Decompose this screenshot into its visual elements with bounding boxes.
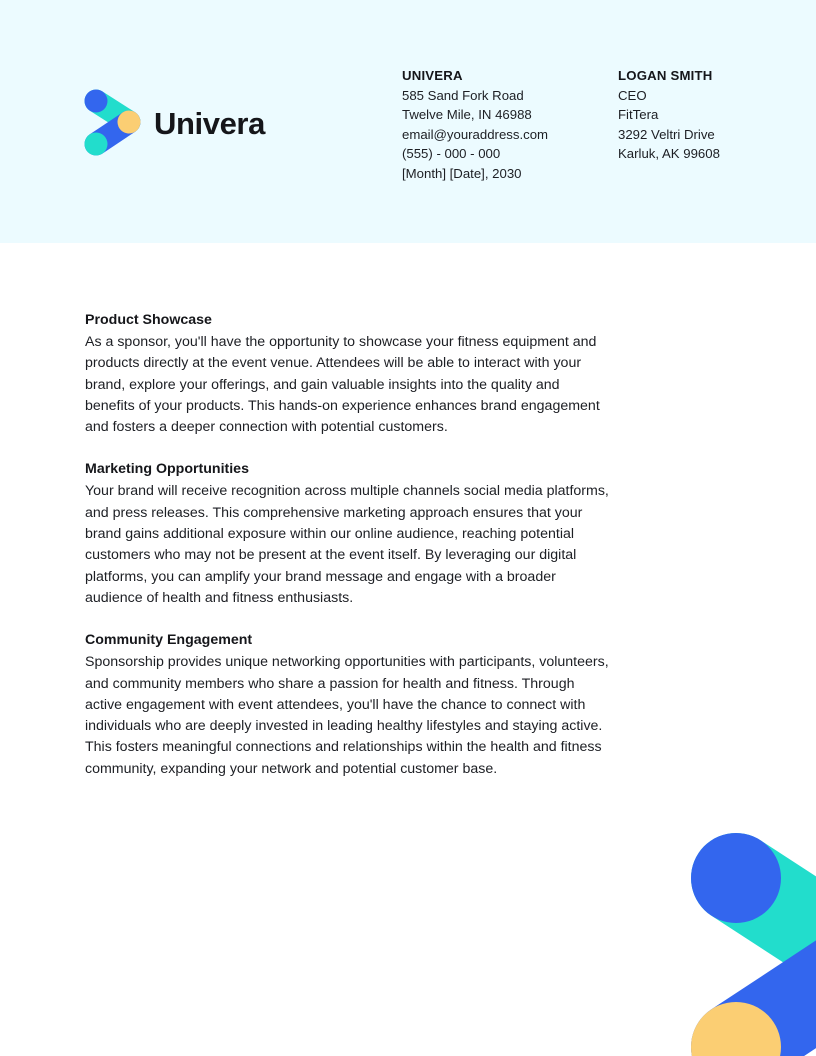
section-title: Marketing Opportunities <box>85 461 249 478</box>
sender-email: email@youraddress.com <box>402 126 549 142</box>
header-content <box>0 0 816 243</box>
letter-date: [Month] [Date], 2030 <box>402 165 522 181</box>
recipient-title: CEO <box>618 87 647 103</box>
recipient-street: 3292 Veltri Drive <box>618 126 715 142</box>
section-title: Product Showcase <box>85 312 212 328</box>
section-paragraph: As a sponsor, you'll have the opportunity to showcase your fitness equipment and products directly at the event venue. Attendees will be able to interact with your brand, explore your offerings, and gain valuable insights into the quality and benefits of your products. This hands-on experience enhances brand engagement and fosters a deeper connection with potential customers. <box>85 334 600 436</box>
section-paragraph: Your brand will receive recognition across multiple channels social media platforms, and press releases. This comprehensive marketing approach ensures that your brand gains additional exposure within our online audience, reaching potential customers who may not be present at the event itself. By leveraging our digital platforms, you can amplify your brand message and engage with a broader audience of health and fitness enthusiasts. <box>85 483 609 606</box>
sender-address-block <box>402 66 602 184</box>
chevron-watermark-icon <box>690 832 816 1056</box>
section-paragraph: Sponsorship provides unique networking opportunities with participants, volunteers, and community members who share a passion for health and fitness. Through active engagement with event attendees, you'll have the chance to connect with individuals who are deeply invested in leading healthy lifestyles and staying active. This fosters meaningful connections and relationships within the health and fitness community, expanding your network and potential customer base. <box>85 654 609 777</box>
brand-logo <box>84 88 265 158</box>
recipient-city: Karluk, AK 99608 <box>618 146 720 162</box>
section-product-showcase <box>85 310 612 438</box>
section-title: Community Engagement <box>85 632 253 649</box>
section-marketing-opportunities <box>85 459 612 609</box>
header-band <box>0 0 816 243</box>
recipient-address-block <box>618 66 808 164</box>
brand-wordmark: Univera <box>154 105 265 141</box>
letter-body <box>85 310 612 780</box>
chevron-logo-icon <box>84 88 142 158</box>
sender-name: UNIVERA <box>402 68 463 83</box>
recipient-company: FitTera <box>618 107 659 123</box>
section-community-engagement <box>85 630 612 780</box>
sender-phone: (555) - 000 - 000 <box>402 146 501 162</box>
recipient-name: LOGAN SMITH <box>618 68 713 83</box>
sender-street: 585 Sand Fork Road <box>402 87 524 103</box>
sender-city: Twelve Mile, IN 46988 <box>402 107 532 123</box>
